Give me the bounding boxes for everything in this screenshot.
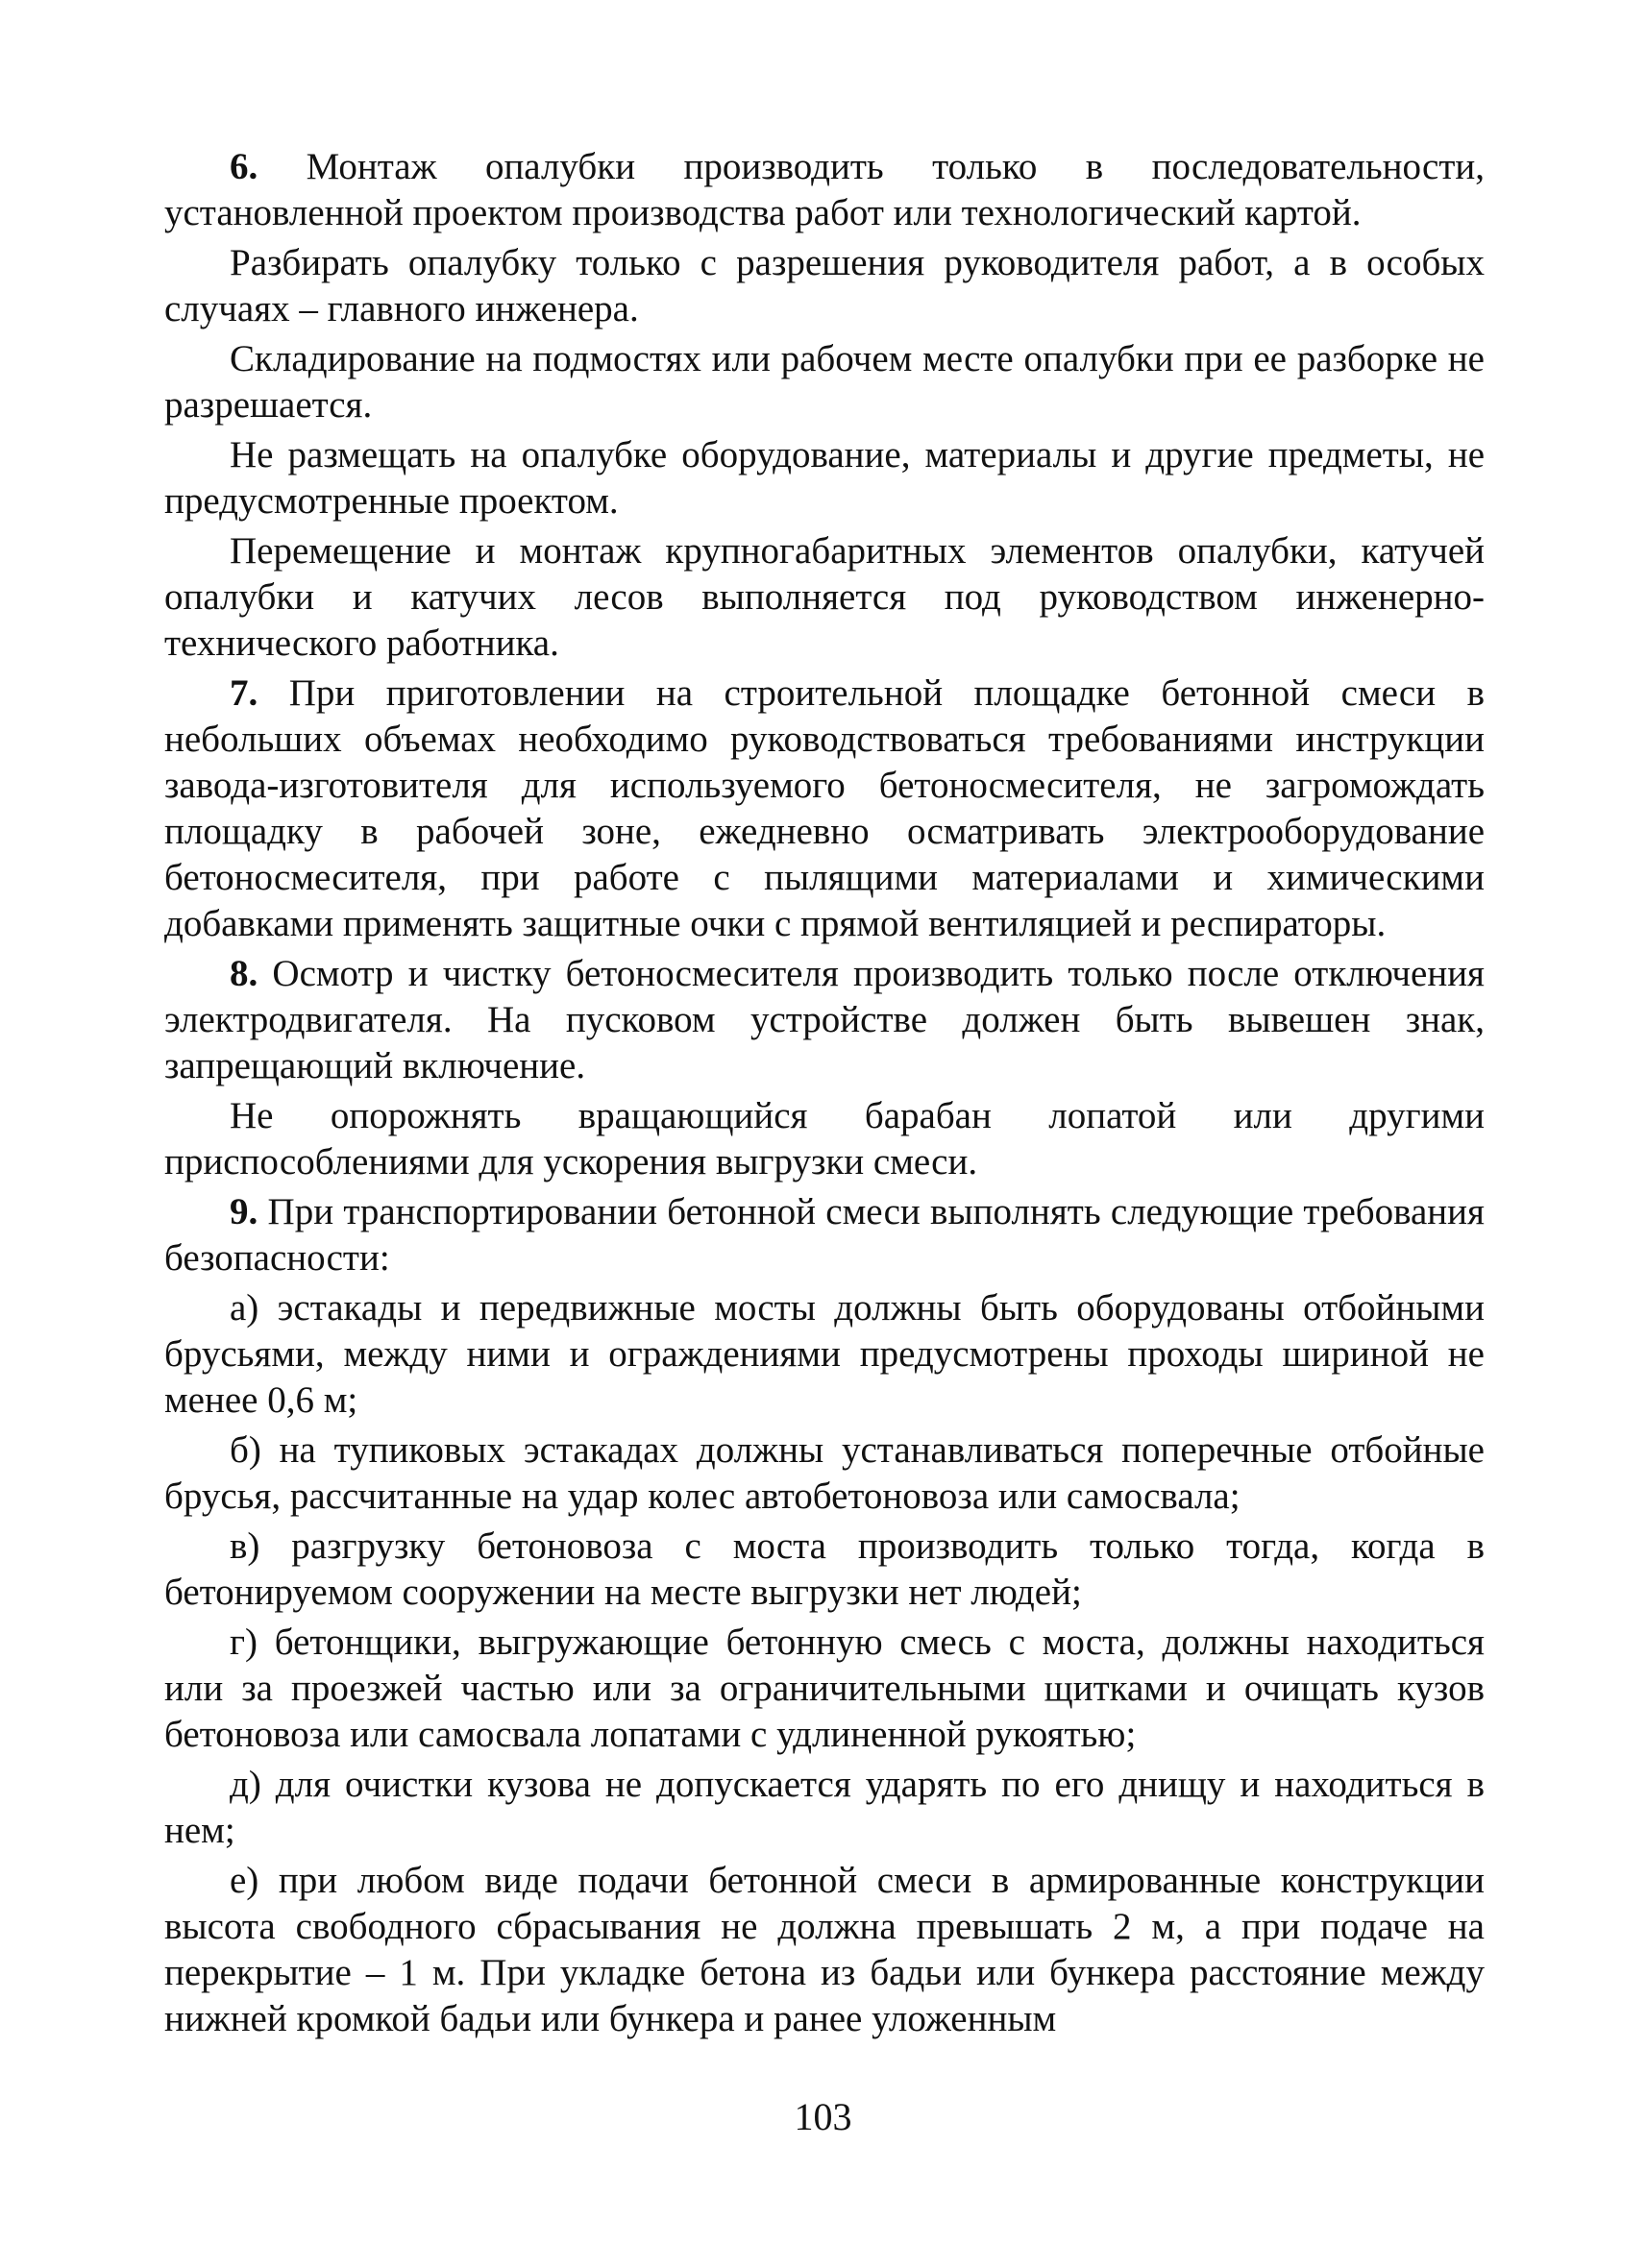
paragraph-text: Перемещение и монтаж крупногабаритных элементов опалубки, катучей опалубки и катучих лесов выполняется под руководством инженерно-технического работника. [164,530,1485,664]
paragraph-text: Не опорожнять вращающийся барабан лопатой или другими приспособлениями для ускорения выгрузки смеси. [164,1095,1485,1183]
page-number: 103 [794,2095,852,2138]
paragraph-9v [164,1524,1485,1616]
paragraph-disassembly [164,240,1485,332]
paragraph-text: е) при любом виде подачи бетонной смеси в армированные конструкции высота свободного сбрасывания не должна превышать 2 м, а при подаче на перекрытие – 1 м. При укладке бетона из бадьи или бункера расстояние между нижней кромкой бадьи или бункера и ранее уложенным [164,1860,1485,2039]
paragraph-9b [164,1427,1485,1520]
paragraph-storage [164,336,1485,428]
item-number: 7. [230,672,258,714]
paragraph-text: Складирование на подмостях или рабочем месте опалубки при ее разборке не разрешается. [164,338,1485,426]
paragraph-text: б) на тупиковых эстакадах должны устанавливаться поперечные отбойные брусья, рассчитанные на удар колес автобетоновоза или самосвала; [164,1429,1485,1517]
paragraph-text: д) для очистки кузова не допускается ударять по его днищу и находиться в нем; [164,1764,1485,1851]
item-number: 9. [230,1191,258,1232]
item-number: 8. [230,953,258,994]
paragraph-text: в) разгрузку бетоновоза с моста производить только тогда, когда в бетонируемом сооружении на месте выгрузки нет людей; [164,1525,1485,1613]
item-number: 6. [230,146,258,187]
paragraph-9d [164,1762,1485,1854]
paragraph-text: Осмотр и чистку бетоносмесителя производить только после отключения электродвигателя. На пусковом устройстве должен быть вывешен знак, запрещающий включение. [164,953,1485,1086]
paragraph-text: Не размещать на опалубке оборудование, материалы и другие предметы, не предусмотренные проектом. [164,434,1485,522]
paragraph-placement [164,432,1485,524]
body-text [164,144,1485,2046]
paragraph-text: г) бетонщики, выгружающие бетонную смесь с моста, должны находиться или за проезжей частью или за ограничительными щитками и очищать кузов бетоновоза или самосвала лопатами с удлиненной рукоятью; [164,1622,1485,1755]
paragraph-text: При транспортировании бетонной смеси выполнять следующие требования безопасности: [164,1191,1485,1279]
paragraph-8 [164,951,1485,1089]
paragraph-9a [164,1285,1485,1424]
paragraph-9g [164,1620,1485,1758]
paragraph-moving [164,528,1485,667]
paragraph-drum [164,1093,1485,1185]
paragraph-9e [164,1858,1485,2042]
paragraph-text: а) эстакады и передвижные мосты должны быть оборудованы отбойными брусьями, между ними и ограждениями предусмотрены проходы шириной не менее 0,6 м; [164,1287,1485,1421]
paragraph-9 [164,1189,1485,1281]
paragraph-text: Монтаж опалубки производить только в последовательности, установленной проектом производства работ или технологический картой. [164,146,1485,233]
paragraph-text: При приготовлении на строительной площадке бетонной смеси в небольших объемах необходимо руководствоваться требованиями инструкции завода-изготовителя для используемого бетоносмесителя, не загромождать площадку в рабочей зоне, ежедневно осматривать электрооборудование бетоносмесителя, при работе с пылящими материалами и химическими добавками применять защитные очки с прямой вентиляцией и респираторы. [164,672,1485,944]
paragraph-7 [164,671,1485,947]
paragraph-text: Разбирать опалубку только с разрешения руководителя работ, а в особых случаях – главного инженера. [164,242,1485,329]
paragraph-6 [164,144,1485,236]
